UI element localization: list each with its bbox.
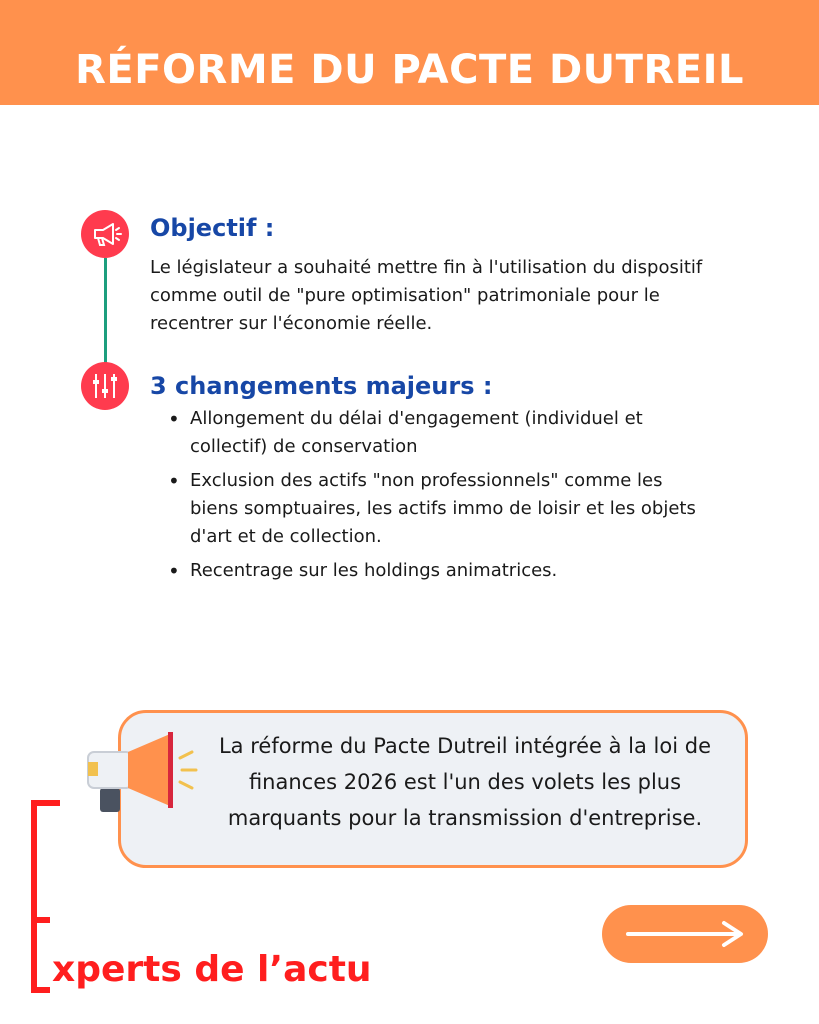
objectif-text: Le législateur a souhaité mettre fin à l'utilisation du dispositif comme outil de "pure optimisation" patrimoniale pour le recentrer sur l'économie réelle. bbox=[150, 257, 703, 334]
callout-text: La réforme du Pacte Dutreil intégrée à la loi de finances 2026 est l'un des volets les plus marquants pour la transmission d'entreprise. bbox=[218, 734, 711, 830]
list-item: • Allongement du délai d'engagement (individuel et collectif) de conservation bbox=[168, 405, 708, 461]
megaphone-icon bbox=[81, 210, 129, 258]
megaphone-icon bbox=[82, 728, 202, 818]
next-button[interactable] bbox=[602, 905, 768, 963]
changements-title: 3 changements majeurs : bbox=[150, 372, 493, 400]
page-title: RÉFORME DU PACTE DUTREIL bbox=[75, 47, 744, 93]
sliders-icon bbox=[81, 362, 129, 410]
list-item: • Recentrage sur les holdings animatrices. bbox=[168, 557, 708, 585]
arrow-right-icon bbox=[624, 919, 746, 949]
changes-list bbox=[168, 405, 708, 591]
objectif-title: Objectif : bbox=[150, 214, 275, 242]
timeline-connector bbox=[104, 258, 107, 366]
list-item: • Exclusion des actifs "non professionnels" comme les biens somptuaires, les actifs immo de loisir et les objets d'art et de collection. bbox=[168, 467, 708, 551]
brand-name: xperts de l’actu bbox=[52, 949, 372, 990]
